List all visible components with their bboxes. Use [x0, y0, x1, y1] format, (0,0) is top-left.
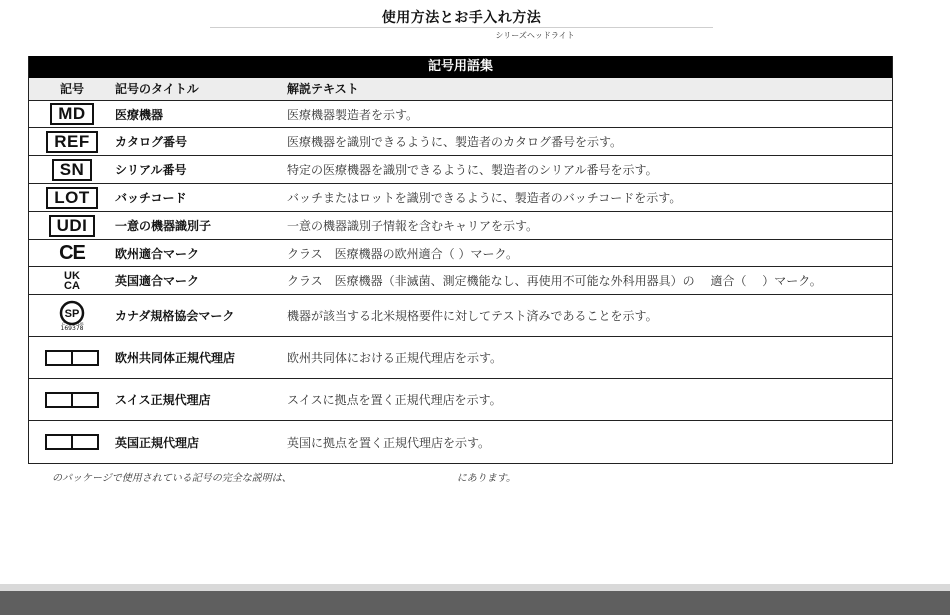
table-row [29, 156, 892, 184]
symbol-title: カナダ規格協会マーク [115, 309, 235, 323]
table-row [29, 212, 892, 240]
symbol-glossary-table [28, 56, 893, 464]
table-row [29, 184, 892, 212]
column-header-description: 解説テキスト [287, 82, 359, 96]
csa-certificate-number: 169378 [60, 324, 84, 332]
svg-text:US: US [78, 320, 84, 326]
footer-band-light [0, 584, 950, 591]
symbol-description: スイスに拠点を置く正規代理店を示す。 [287, 393, 502, 407]
symbol-description: バッチまたはロットを識別できるように、製造者のバッチコードを示す。 [287, 191, 682, 205]
column-header-row [29, 78, 892, 101]
symbol-title: 英国適合マーク [115, 274, 200, 288]
table-row [29, 240, 892, 267]
symbol-title: シリアル番号 [115, 163, 187, 177]
title-divider [210, 27, 713, 28]
table-row [29, 379, 892, 421]
symbol-description: クラス 医療機器（非滅菌、測定機能なし、再使用不可能な外科用器具）の 適合（ ）マーク。 [287, 274, 822, 288]
symbol-title: 医療機器 [115, 107, 164, 122]
symbol-description: 医療機器製造者を示す。 [287, 107, 419, 122]
column-header-title: 記号のタイトル [115, 82, 199, 96]
symbol-description: 特定の医療機器を識別できるように、製造者のシリアル番号を示す。 [287, 163, 658, 177]
symbol-description: 医療機器を識別できるように、製造者のカタログ番号を示す。 [287, 135, 623, 149]
udi-symbol-icon: UDI [49, 215, 96, 237]
column-header-symbol: 記号 [59, 82, 84, 96]
ec-rep-icon [45, 350, 99, 366]
table-row [29, 128, 892, 156]
ch-rep-icon [45, 392, 99, 408]
symbol-title: スイス正規代理店 [115, 393, 211, 407]
table-row [29, 267, 892, 295]
footnote-part-2: にあります。 [456, 473, 517, 484]
symbol-title: カタログ番号 [115, 135, 188, 149]
ce-mark-icon: CE [59, 241, 85, 264]
footnote-part-1: のパッケージで使用されている記号の完全な説明は、 [52, 473, 292, 484]
symbol-description: 一意の機器識別子情報を含むキャリアを示す。 [287, 219, 539, 233]
symbol-title: 一意の機器識別子 [115, 219, 212, 233]
md-symbol-icon: MD [50, 103, 93, 125]
ref-symbol-icon: REF [46, 131, 98, 153]
page-subtitle: シリーズヘッドライト [495, 31, 575, 40]
svg-text:C: C [62, 320, 65, 326]
footer-band [0, 591, 950, 615]
symbol-description: 機器が該当する北米規格要件に対してテスト済みであることを示す。 [287, 309, 658, 323]
symbol-description: 英国に拠点を置く正規代理店を示す。 [287, 435, 491, 450]
table-heading: 記号用語集 [29, 56, 892, 78]
ukca-mark-icon: UK CA [64, 269, 80, 292]
symbol-title: 欧州共同体正規代理店 [115, 351, 236, 365]
symbol-description: 欧州共同体における正規代理店を示す。 [287, 351, 503, 365]
symbol-title: 欧州適合マーク [115, 246, 200, 261]
table-row [29, 337, 892, 379]
sn-symbol-icon: SN [52, 159, 93, 181]
page-title: 使用方法とお手入れ方法 [381, 10, 542, 26]
table-row [29, 421, 892, 463]
symbol-description: クラス 医療機器の欧州適合（ ）マーク。 [287, 246, 518, 261]
svg-text:SP: SP [64, 307, 80, 320]
uk-rep-icon [45, 434, 99, 450]
footnote [52, 469, 516, 484]
table-row [29, 295, 892, 337]
table-row [29, 101, 892, 128]
lot-symbol-icon: LOT [46, 187, 98, 209]
symbol-title: 英国正規代理店 [115, 435, 200, 450]
symbol-title: バッチコード [115, 191, 187, 205]
csa-mark-icon [59, 300, 85, 326]
